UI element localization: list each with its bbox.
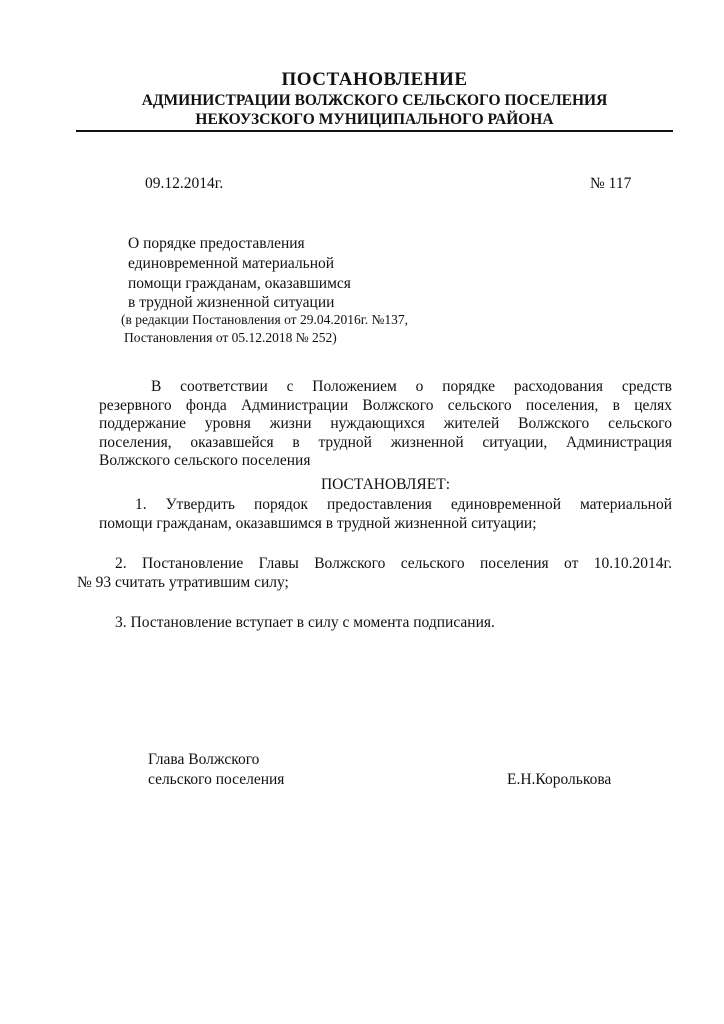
subject-line: помощи гражданам, оказавшимся bbox=[128, 275, 351, 292]
document-date: 09.12.2014г. bbox=[145, 175, 224, 192]
document-title: ПОСТАНОВЛЕНИЕ bbox=[281, 69, 468, 90]
signatory-title-line: Глава Волжского bbox=[148, 751, 260, 768]
preamble-line: поддержание уровня жизни нуждающихся жителей Волжского сельского bbox=[99, 415, 672, 432]
subject-line: в трудной жизненной ситуации bbox=[128, 294, 335, 311]
preamble-line: В соответствии с Положением о порядке расходования средств bbox=[151, 378, 672, 395]
document-number: № 117 bbox=[590, 175, 632, 192]
item-2-paragraph bbox=[77, 555, 672, 592]
item-3-line: 3. Постановление вступает в силу с момента подписания. bbox=[115, 614, 495, 631]
preamble-paragraph bbox=[99, 378, 672, 471]
edition-note-line: Постановления от 05.12.2018 № 252) bbox=[124, 330, 337, 345]
issuer-line-1: АДМИНИСТРАЦИИ ВОЛЖСКОГО СЕЛЬСКОГО ПОСЕЛЕНИЯ bbox=[141, 92, 608, 109]
subject-line: единовременной материальной bbox=[128, 255, 335, 272]
header-rule bbox=[76, 130, 673, 132]
item-1-paragraph bbox=[99, 496, 672, 533]
signatory-name: Е.Н.Королькова bbox=[507, 771, 612, 788]
item-1-line: помощи гражданам, оказавшимся в трудной жизненной ситуации; bbox=[99, 514, 537, 532]
item-1-line: 1. Утвердить порядок предоставления единовременной материальной bbox=[135, 496, 672, 513]
decree-word: ПОСТАНОВЛЯЕТ: bbox=[320, 476, 451, 493]
subject-line: О порядке предоставления bbox=[128, 235, 305, 252]
preamble-line: резервного фонда Администрации Волжского сельского поселения, в целях bbox=[99, 396, 672, 414]
issuer-line-2: НЕКОУЗСКОГО МУНИЦИПАЛЬНОГО РАЙОНА bbox=[195, 111, 554, 128]
item-2-line: 2. Постановление Главы Волжского сельского поселения от 10.10.2014г. bbox=[115, 555, 672, 572]
item-2-line: № 93 считать утратившим силу; bbox=[77, 573, 289, 591]
preamble-line: Волжского сельского поселения bbox=[99, 452, 311, 469]
preamble-line: поселения, оказавшейся в трудной жизненной ситуации, Администрация bbox=[99, 433, 672, 451]
edition-note-line: (в редакции Постановления от 29.04.2016г. №137, bbox=[121, 312, 408, 327]
signatory-title-line: сельского поселения bbox=[148, 771, 285, 788]
